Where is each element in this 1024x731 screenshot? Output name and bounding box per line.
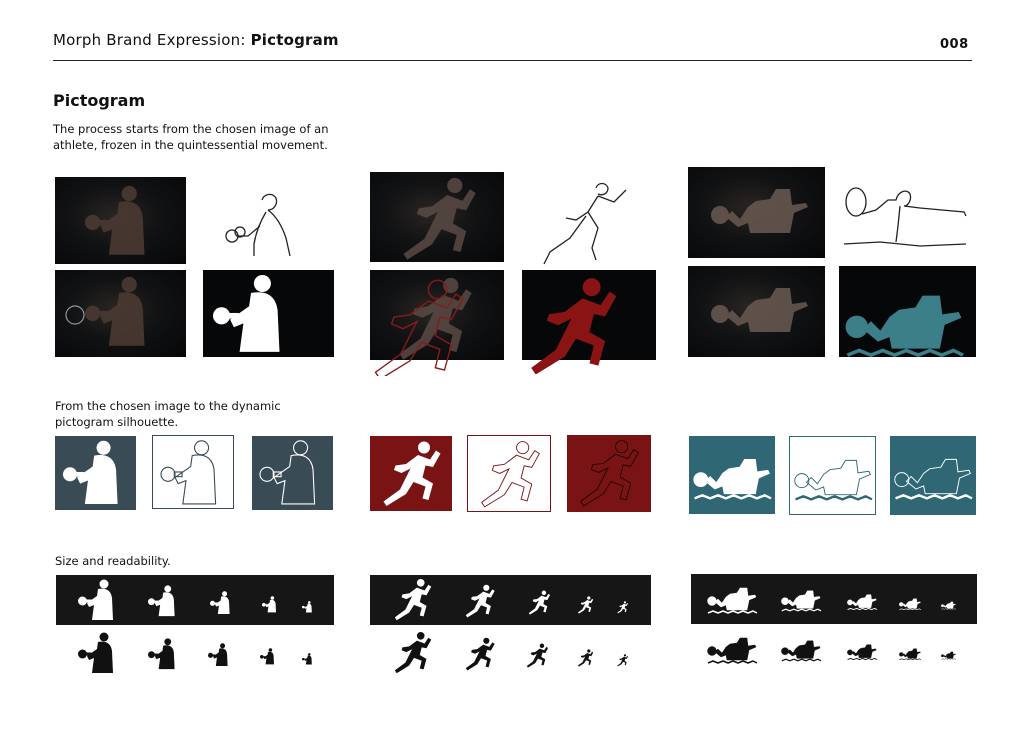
polo-size-row-black — [691, 630, 977, 674]
lifter-pictogram-outline — [152, 435, 234, 509]
runner-pictogram-filled — [370, 436, 452, 511]
dynamic-caption: From the chosen image to the dynamic pictogram silhouette. — [55, 399, 281, 429]
runner-size-bar — [370, 575, 651, 625]
runner-sketch — [540, 178, 640, 266]
polo-size-bar — [691, 574, 977, 624]
lifter-photo-traced — [55, 270, 186, 357]
runner-size-row-black — [370, 630, 651, 674]
lifter-photo — [55, 177, 186, 264]
polo-pictogram-filled — [689, 436, 775, 514]
intro-text: The process starts from the chosen image of an athlete, frozen in the quintessential movement. — [53, 122, 329, 152]
runner-photo-traced — [370, 270, 504, 360]
header-divider — [53, 60, 972, 61]
runner-pictogram-outline — [467, 435, 551, 512]
polo-sketch — [840, 176, 972, 256]
runner-pictogram-outline-inverse — [567, 435, 651, 512]
document-title: Morph Brand Expression: Pictogram — [53, 31, 339, 49]
runner-photo — [370, 172, 504, 262]
lifter-size-row-black — [56, 630, 334, 674]
section-title: Pictogram — [53, 91, 146, 110]
polo-photo — [688, 167, 825, 258]
page-number: 008 — [940, 37, 969, 52]
lifter-pictogram-filled — [55, 436, 136, 510]
polo-pictogram-outline — [789, 436, 876, 515]
polo-pictogram-outline-inverse — [890, 436, 976, 515]
lifter-silhouette-overlay — [203, 270, 334, 357]
lifter-pictogram-outline-inverse — [252, 436, 333, 510]
size-caption: Size and readability. — [55, 554, 171, 568]
lifter-size-bar — [56, 575, 334, 625]
polo-photo-dark — [688, 266, 825, 357]
polo-silhouette-overlay — [839, 266, 976, 357]
runner-silhouette-overlay — [522, 270, 656, 360]
lifter-sketch — [202, 186, 334, 266]
